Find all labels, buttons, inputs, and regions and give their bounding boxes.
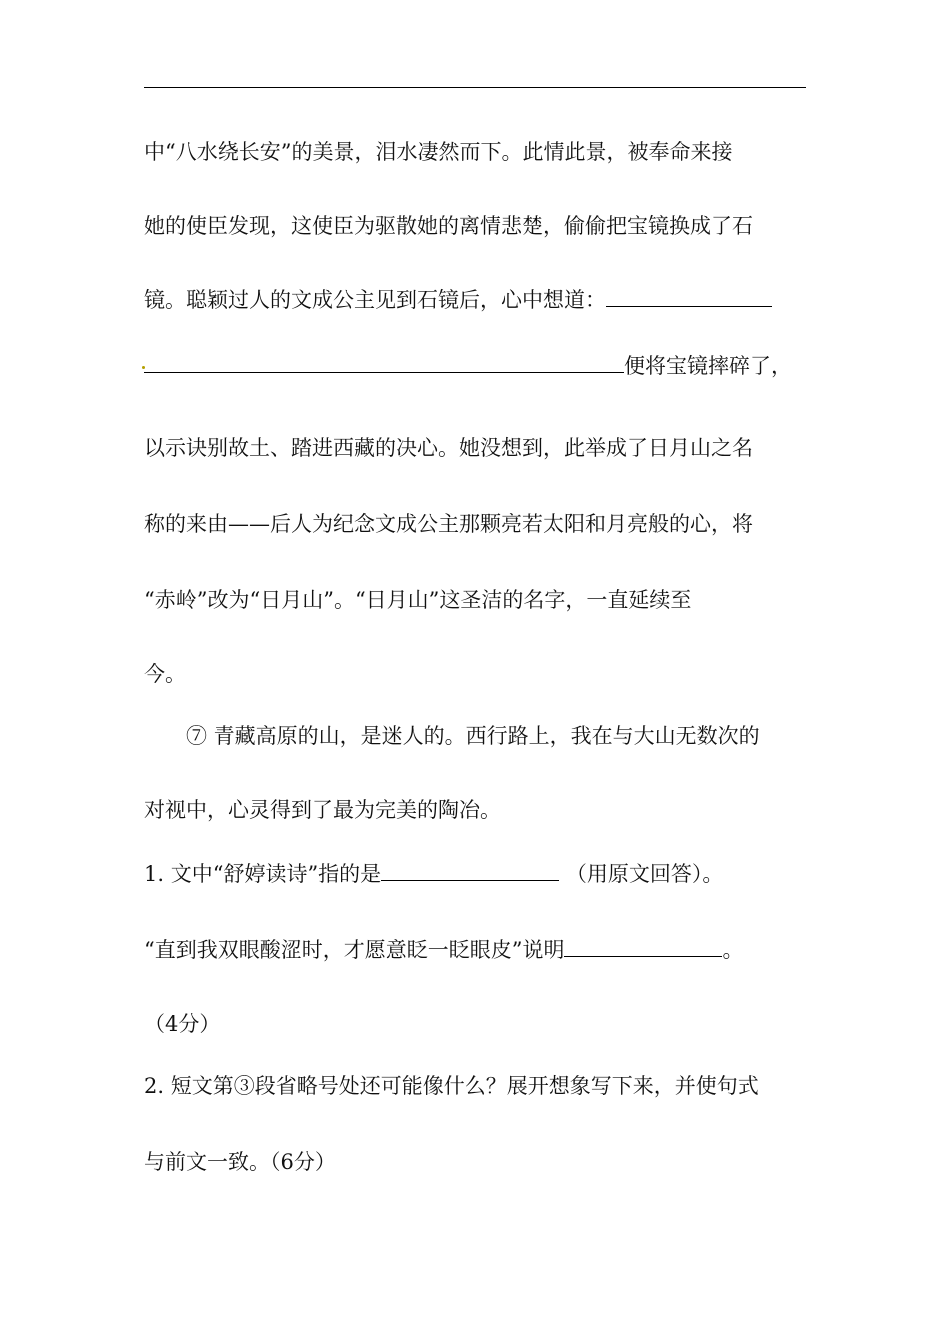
passage-line-3-text: 镜。聪颖过人的文成公主见到石镜后，心中想道： (144, 288, 606, 312)
passage-line-8: 今。 (144, 662, 186, 686)
passage-line-1: 中“八水绕长安”的美景，泪水凄然而下。此情此景，被奉命来接 (144, 140, 733, 164)
paragraph-7-line-1: ⑦ 青藏高原的山，是迷人的。西行路上，我在与大山无数次的 (186, 724, 760, 748)
question-1-line-2-end: 。 (722, 938, 744, 962)
passage-line-4-text: 便将宝镜摔碎了， (624, 354, 792, 378)
question-1-text: 1. 文中“舒婷读诗”指的是 (144, 862, 382, 886)
passage-line-7: “赤岭”改为“日月山”。“日月山”这圣洁的名字，一直延续至 (144, 588, 692, 612)
question-1-score: （4分） (144, 1012, 221, 1036)
passage-line-2: 她的使臣发现，这使臣为驱散她的离情悲楚，偷偷把宝镜换成了石 (144, 214, 753, 238)
answer-blank-thought-1[interactable] (606, 286, 772, 307)
answer-blank-q1b[interactable] (564, 936, 722, 957)
paragraph-7-line-2: 对视中，心灵得到了最为完美的陶冶。 (144, 798, 501, 822)
question-1-hint: （用原文回答）。 (559, 862, 724, 886)
answer-blank-thought-2[interactable] (144, 352, 624, 373)
header-rule (144, 87, 806, 88)
passage-line-6: 称的来由——后人为纪念文成公主那颗亮若太阳和月亮般的心，将 (144, 512, 753, 536)
passage-line-4 (144, 352, 806, 380)
passage-line-5: 以示诀别故土、踏进西藏的决心。她没想到，此举成了日月山之名 (144, 436, 753, 460)
passage-line-3 (144, 286, 806, 314)
question-2-line-2: 与前文一致。（6分） (144, 1150, 336, 1174)
question-2-line-1: 2. 短文第③段省略号处还可能像什么？展开想象写下来，并使句式 (144, 1074, 759, 1098)
question-1-line-2-text: “直到我双眼酸涩时，才愿意眨一眨眼皮”说明 (144, 938, 565, 962)
answer-blank-q1a[interactable] (381, 860, 559, 881)
question-1-line-1 (144, 860, 806, 888)
question-1-line-2 (144, 936, 806, 964)
